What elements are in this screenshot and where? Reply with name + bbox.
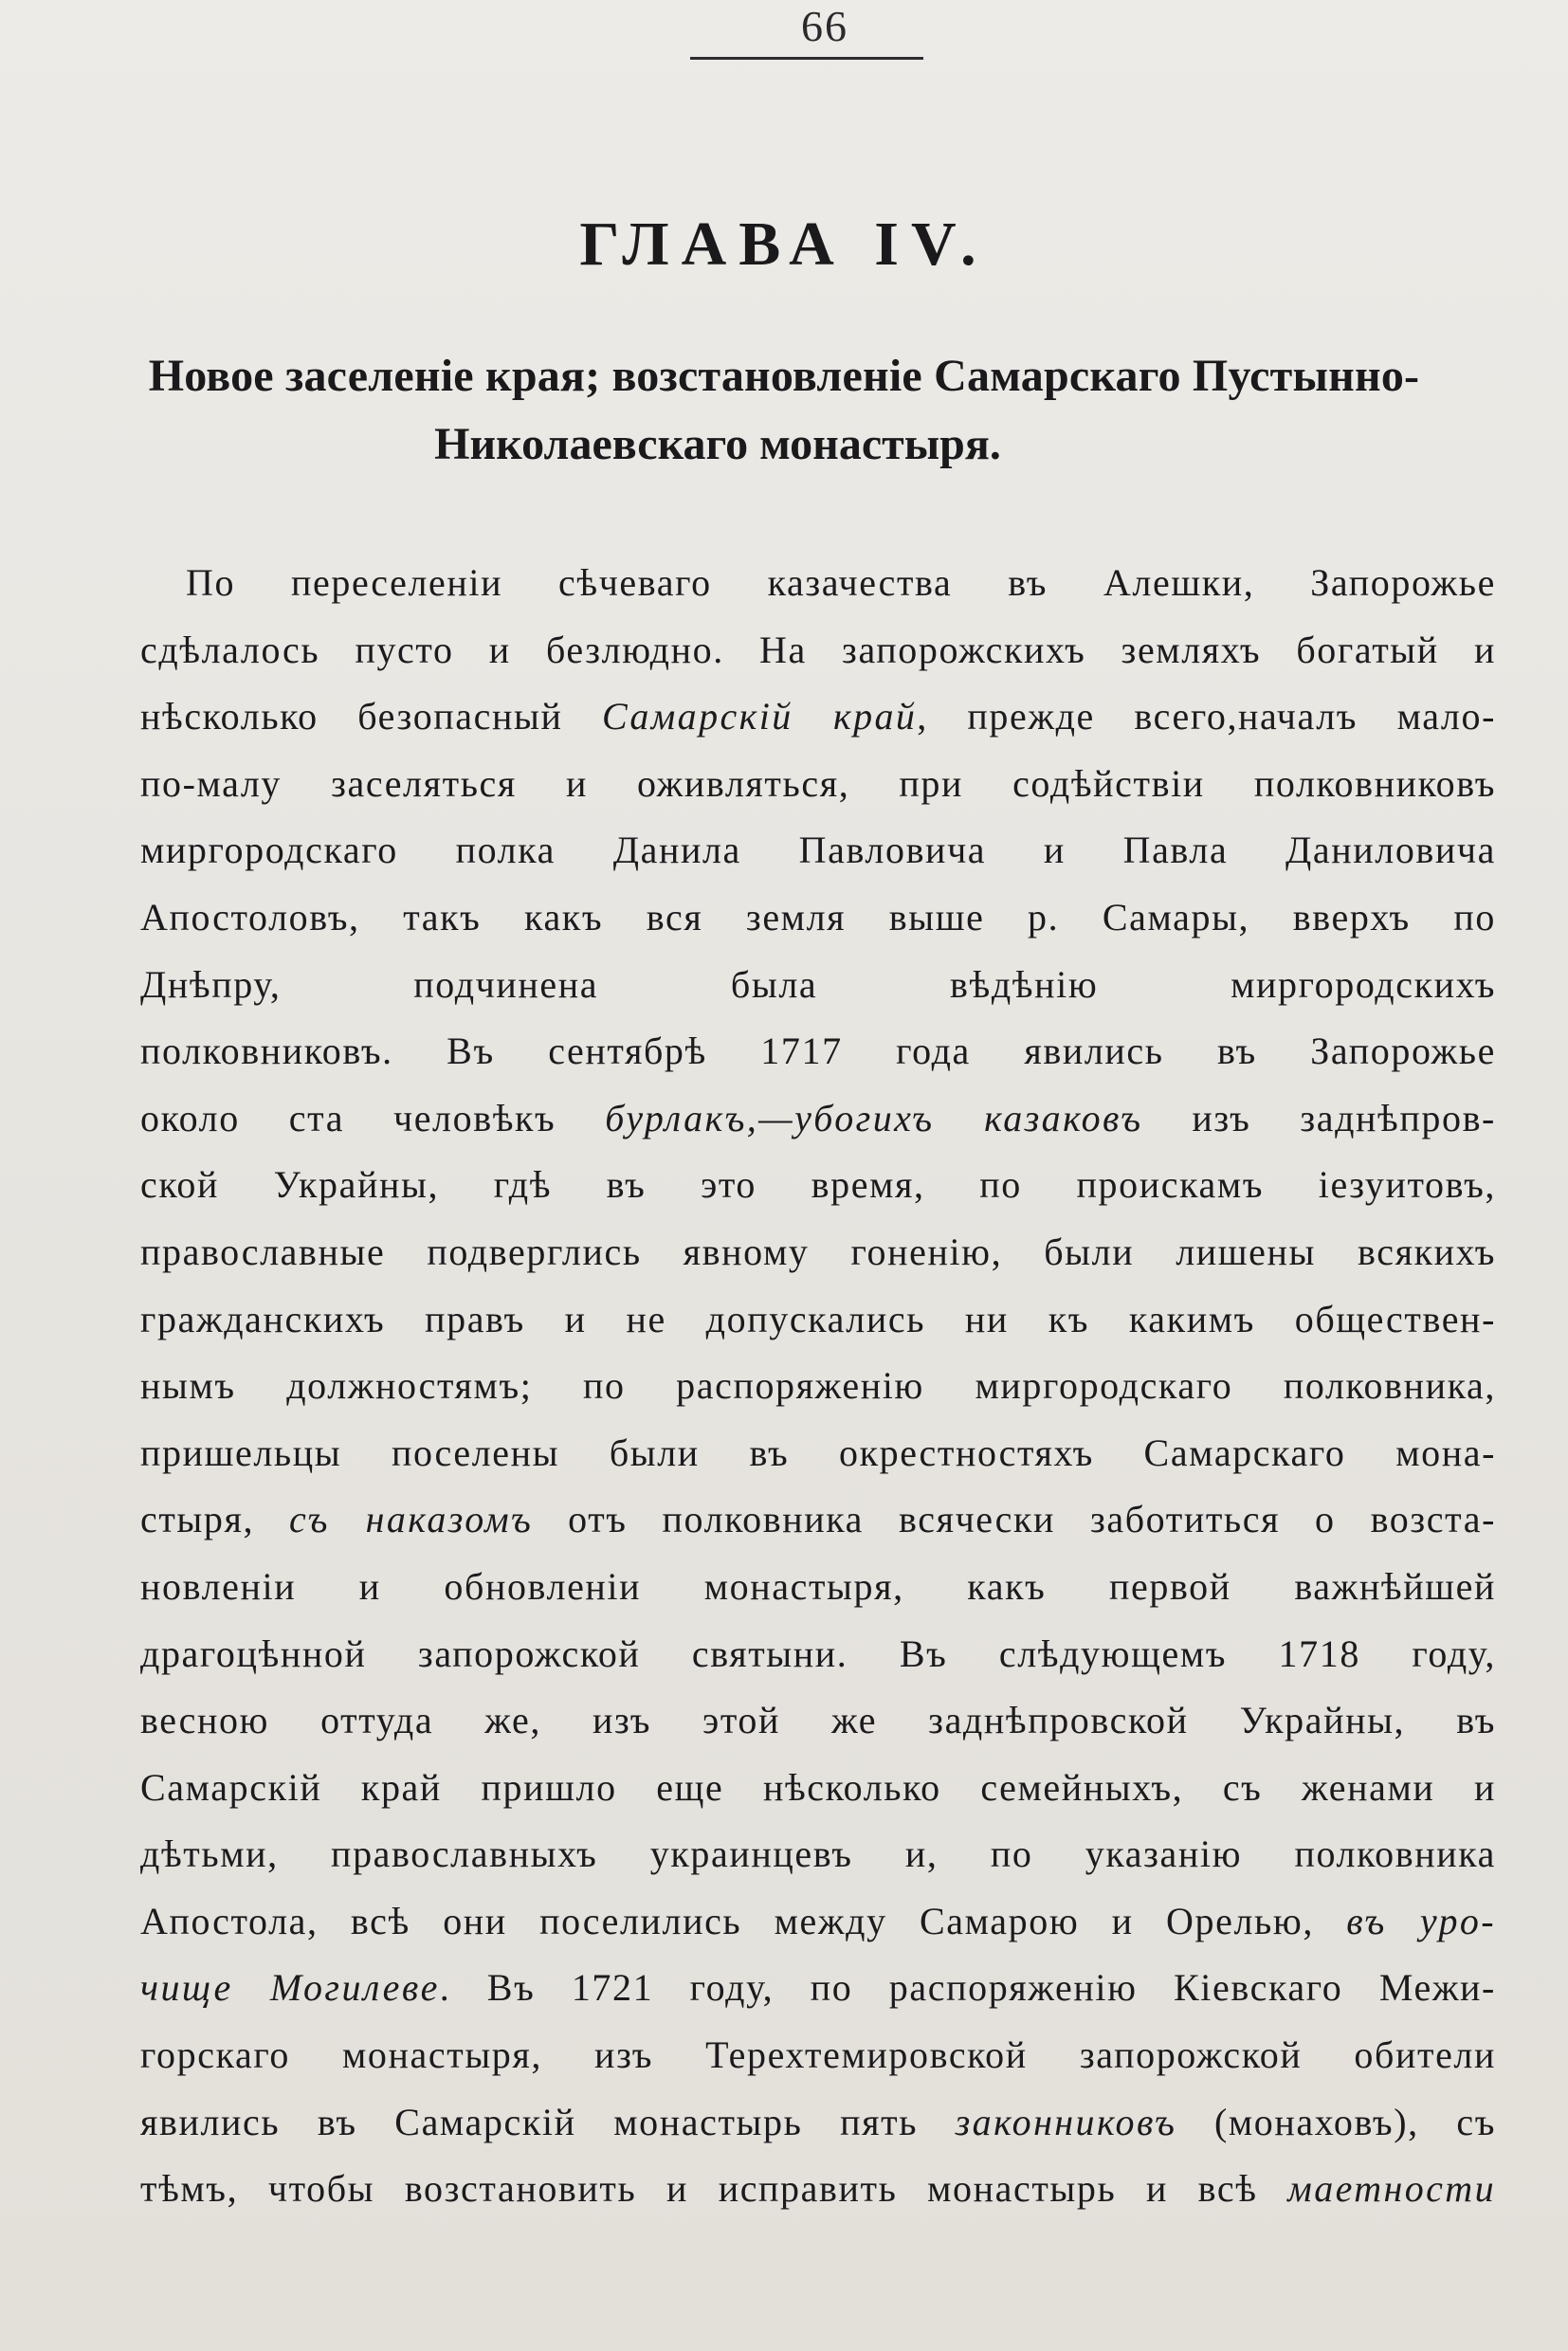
text-line: полковниковъ. Въ сентябрѣ 1717 года явились въ Запорожье [140, 1030, 1496, 1073]
text-line: православные подверглись явному гоненію, были лишены всякихъ [140, 1230, 1496, 1273]
text-line: стыря, съ наказомъ отъ полковника всячески заботиться о возста- [140, 1498, 1496, 1541]
text-line: драгоцѣнной запорожской святыни. Въ слѣдующемъ 1718 году, [140, 1631, 1496, 1675]
text-line: новленіи и обновленіи монастыря, какъ первой важнѣйшей [140, 1564, 1496, 1608]
text-line: Апостола, всѣ они поселились между Самарою и Орелью, въ уро- [140, 1899, 1496, 1942]
text-line: явились въ Самарскій монастырь пять законниковъ (монаховъ), съ [140, 2100, 1497, 2143]
text-line: По переселеніи сѣчеваго казачества въ Алешки, Запорожье [186, 561, 1496, 604]
text-line: горскаго монастыря, изъ Терехтемировской запорожской обители [140, 2033, 1496, 2077]
text-line: дѣтьми, православныхъ украинцевъ и, по указанію полковника [140, 1832, 1496, 1876]
italic-emphasis: чище Могилеве [140, 1966, 440, 2010]
text-line: по-малу заселяться и оживляться, при содѣйствіи полковниковъ [140, 761, 1496, 805]
text-line: Самарскій край пришло еще нѣсколько семейныхъ, съ женами и [140, 1765, 1496, 1809]
text-line: ской Украйны, гдѣ въ это время, по проискамъ іезуитовъ, [140, 1163, 1496, 1207]
text-line: миргородскаго полка Данила Павловича и Павла Даниловича [140, 829, 1496, 872]
text-line: нымъ должностямъ; по распоряженію миргородскаго полковника, [140, 1364, 1496, 1408]
italic-emphasis: съ наказомъ [289, 1498, 534, 1541]
italic-emphasis: въ уро- [1346, 1899, 1496, 1942]
text-line: Днѣпру, подчинена была вѣдѣнію миргородскихъ [140, 962, 1496, 1006]
body-paragraph [140, 550, 1496, 2223]
page-number: 66 [801, 2, 848, 50]
italic-emphasis: маетности [1287, 2167, 1496, 2211]
text-line: сдѣлалось пусто и безлюдно. На запорожскихъ земляхъ богатый и [140, 628, 1496, 671]
chapter-title: ГЛАВА IV. [579, 210, 989, 279]
chapter-subtitle-line-1: Новое заселеніе края; возстановленіе Самарскаго Пустынно- [148, 351, 1420, 401]
text-line: пришельцы поселены были въ окрестностяхъ Самарскаго мона- [140, 1431, 1496, 1474]
italic-emphasis: бурлакъ,—убогихъ казаковъ [605, 1096, 1143, 1139]
text-line: весною оттуда же, изъ этой же заднѣпровской Украйны, въ [140, 1699, 1496, 1742]
text-line: гражданскихъ правъ и не допускались ни къ какимъ обществен- [140, 1297, 1496, 1340]
text-line: нѣсколько безопасный Самарскій край, прежде всего,началъ мало- [140, 695, 1496, 738]
chapter-subtitle-line-2: Николаевскаго монастыря. [434, 419, 1001, 469]
italic-emphasis: Самарскій край [602, 695, 918, 738]
text-line: около ста человѣкъ бурлакъ,—убогихъ казаковъ изъ заднѣпров- [140, 1096, 1496, 1139]
text-line: Апостоловъ, такъ какъ вся земля выше р. Самары, вверхъ по [140, 895, 1496, 939]
italic-emphasis: законниковъ [955, 2100, 1177, 2143]
page-number-rule [690, 57, 923, 60]
text-line: чище Могилеве. Въ 1721 году, по распоряженію Кіевскаго Межи- [140, 1966, 1496, 2010]
text-line: тѣмъ, чтобы возстановить и исправить монастырь и всѣ маетности [140, 2167, 1496, 2211]
